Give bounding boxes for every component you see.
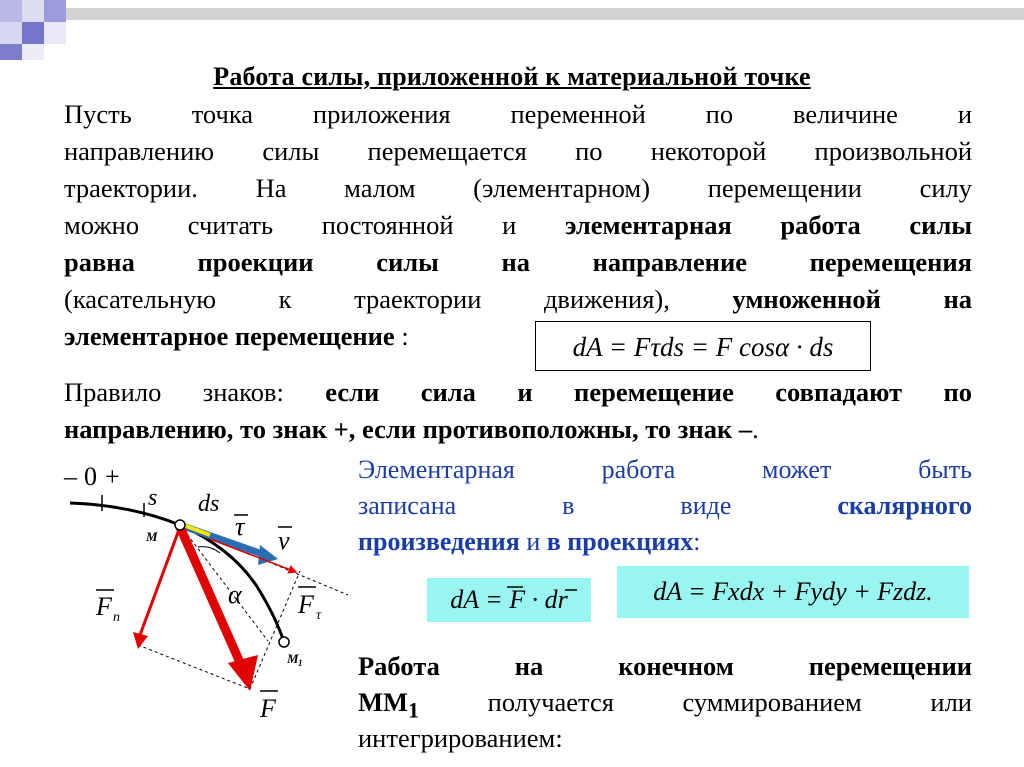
- work-formula: dA = Fτds = F cosα · ds: [535, 321, 871, 371]
- projection-formula: dA = Fxdx + Fydy + Fzdz.: [617, 566, 969, 618]
- label-fn-sub: n: [113, 610, 120, 625]
- label-f: F: [260, 694, 276, 723]
- dot-product-formula: dA = F · dr: [427, 578, 591, 622]
- bottom-line: интегрированием:: [358, 723, 563, 753]
- sign-plus: +: [105, 462, 120, 491]
- label-ds: ds: [198, 491, 220, 517]
- para-line: элементарное перемещение :: [64, 321, 409, 351]
- label-s: s: [148, 485, 158, 511]
- right-line: записана в виде скалярного: [358, 491, 972, 520]
- bottom-line: $MM_1$ получается суммированием или: [358, 687, 972, 723]
- sign-zero: 0: [84, 462, 97, 491]
- label-tau: τ: [235, 512, 245, 541]
- sign-rule: [64, 374, 972, 448]
- decorative-header-bar: [0, 0, 1024, 60]
- right-line: произведения и в проекциях:: [358, 527, 701, 556]
- para-line: можно считать постоянной и элементарная работа силы: [64, 210, 973, 240]
- intro-paragraph: [64, 96, 972, 355]
- label-ftau-sub: τ: [316, 608, 322, 623]
- page-title: Работа силы, приложенной к материальной точке: [213, 62, 811, 91]
- point-m: [175, 520, 185, 530]
- para-line: траектории. На малом (элементарном) перемещении силу: [64, 173, 972, 203]
- label-alpha: α: [228, 580, 242, 609]
- label-ftau: F: [298, 590, 314, 619]
- para-line: (касательную к траектории движения), умноженной на: [64, 284, 972, 314]
- right-line: Элементарная работа может быть: [358, 455, 972, 484]
- para-line: равна проекции силы на направление перемещения: [64, 247, 972, 277]
- label-v: v: [278, 526, 290, 555]
- para-line: Пусть точка приложения переменной по величине и: [64, 99, 972, 129]
- label-m1-sub: 1: [298, 658, 303, 668]
- rule-line: направлению, то знак +, если противоположны, то знак –.: [64, 414, 759, 444]
- label-fn: F: [96, 592, 112, 621]
- point-m1: [279, 637, 289, 647]
- para-line: направлению силы перемещается по некоторой произвольной: [64, 136, 972, 166]
- label-m: M: [146, 529, 158, 544]
- sign-minus: –: [64, 462, 77, 491]
- bottom-line: Работа на конечном перемещении: [358, 651, 972, 681]
- label-m1: M: [287, 651, 299, 666]
- finite-displacement-text: [358, 648, 972, 756]
- force-diagram: [60, 455, 360, 755]
- rule-line: Правило знаков: если сила и перемещение совпадают по: [64, 377, 973, 407]
- scalar-product-text: [358, 452, 972, 560]
